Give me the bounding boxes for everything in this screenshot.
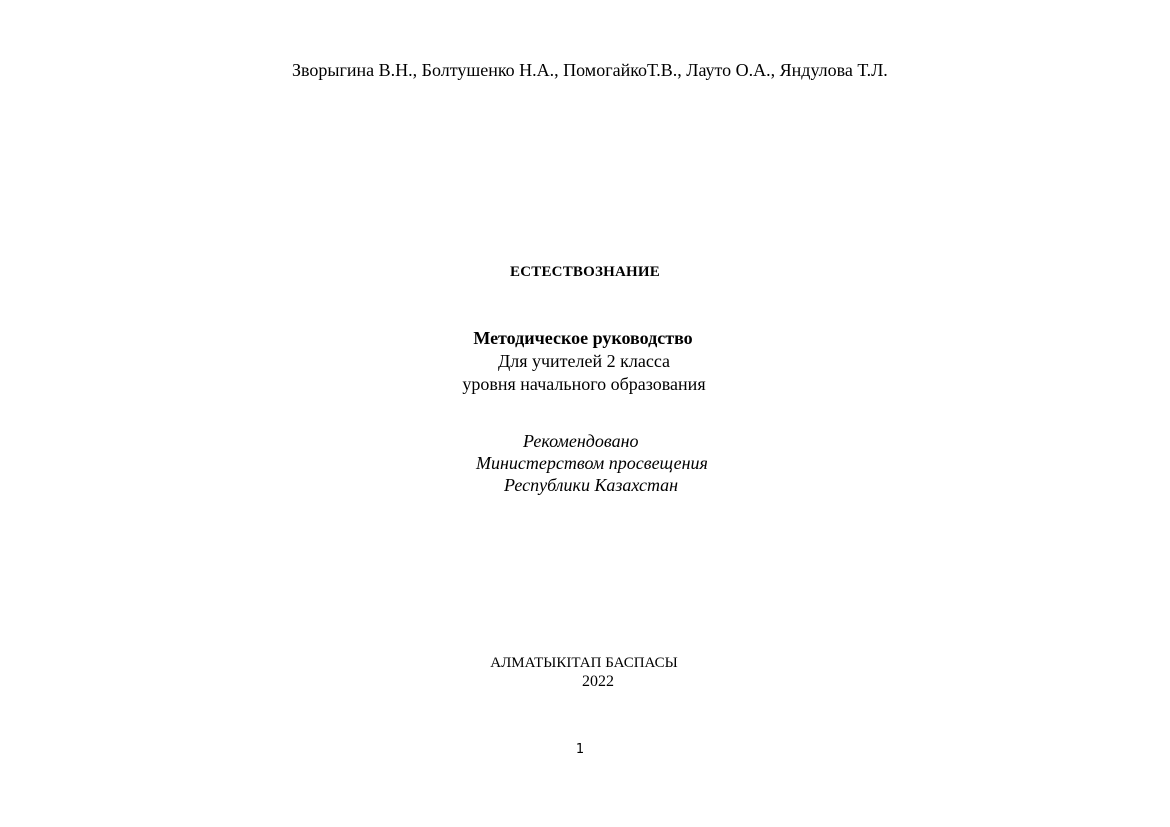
recommendation-line-1: Рекомендовано xyxy=(523,431,639,451)
publication-year: 2022 xyxy=(582,673,614,690)
subject-title: ЕСТЕСТВОЗНАНИЕ xyxy=(510,264,660,280)
authors-line: Зворыгина В.Н., Болтушенко Н.А., ПомогайкоТ.В., Лауто О.А., Яндулова Т.Л. xyxy=(292,60,888,80)
guide-audience: Для учителей 2 класса xyxy=(497,351,671,371)
recommendation-line-3: Республики Казахстан xyxy=(504,475,679,495)
guide-level: уровня начального образования xyxy=(462,374,706,394)
publisher-name: АЛМАТЫКІТАП БАСПАСЫ xyxy=(490,655,678,671)
guide-title: Методическое руководство xyxy=(473,328,693,348)
page-number: 1 xyxy=(575,742,585,757)
recommendation-line-2: Министерством просвещения xyxy=(476,453,708,473)
